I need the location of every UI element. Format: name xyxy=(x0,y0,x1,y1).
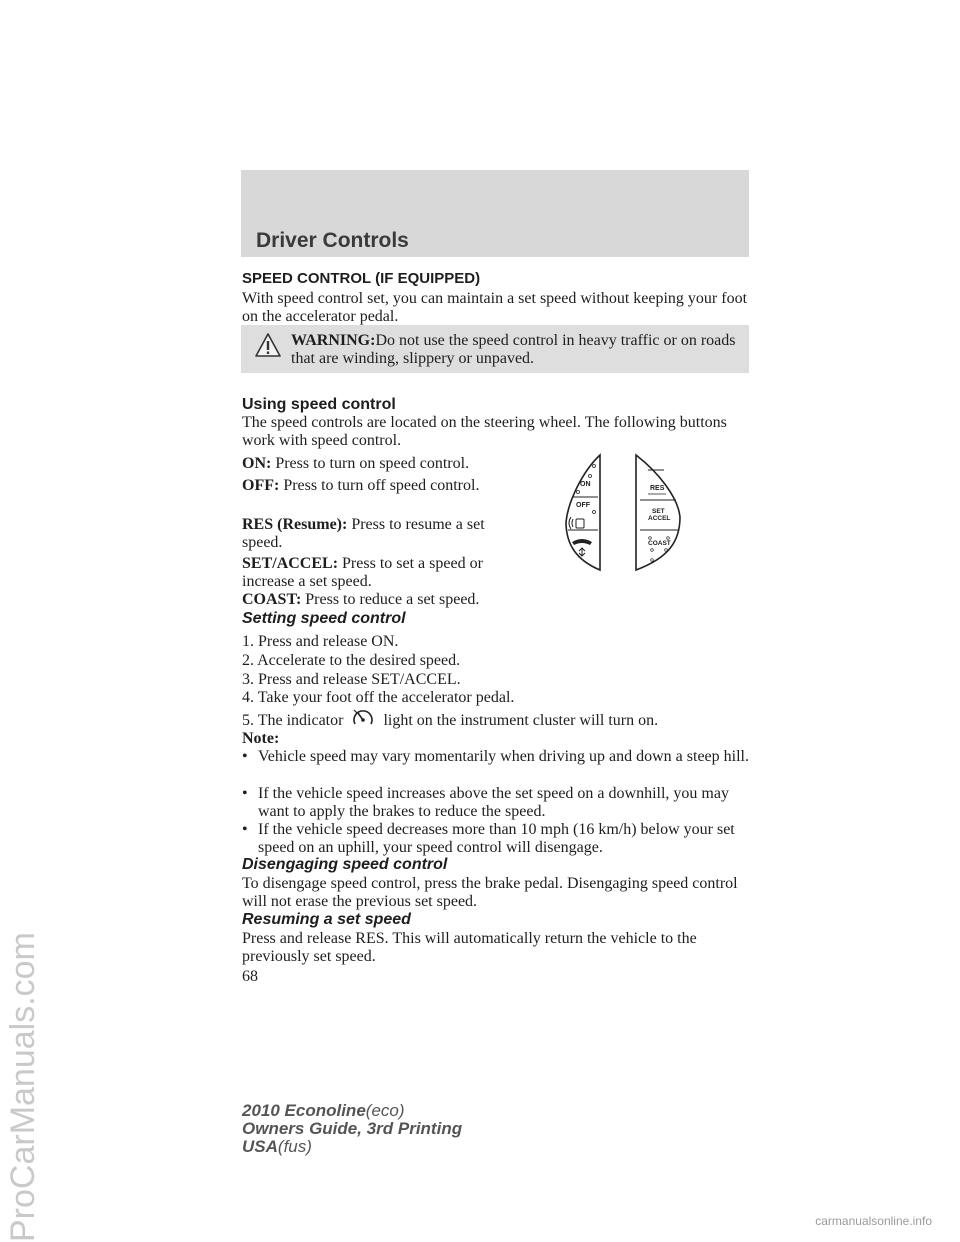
side-watermark: ProCarManuals.com xyxy=(4,932,42,1242)
figure-on-label: ON xyxy=(580,481,591,488)
setting-step-5: 5. The indicator light on the instrument cluster will turn on. xyxy=(242,708,750,730)
button-on-desc: ON: Press to turn on speed control. xyxy=(242,455,470,472)
using-heading: Using speed control xyxy=(242,396,396,413)
note-label: Note: xyxy=(242,730,280,747)
bottom-watermark: carmanualsonline.info xyxy=(815,1214,932,1228)
button-res-desc: RES (Resume): Press to resume a set speed. xyxy=(242,516,485,551)
button-set-desc: SET/ACCEL: Press to set a speed or increase a set speed. xyxy=(242,555,483,590)
setting-step-2: 2. Accelerate to the desired speed. xyxy=(242,652,461,669)
page-number: 68 xyxy=(242,968,258,985)
resuming-text: Press and release RES. This will automatically return the vehicle to the previously set speed. xyxy=(242,930,697,965)
warning-box xyxy=(241,325,749,373)
warning-triangle-icon xyxy=(255,333,281,357)
section-banner xyxy=(241,170,749,257)
setting-heading: Setting speed control xyxy=(242,610,406,627)
steering-wheel-controls-figure xyxy=(560,452,692,574)
footer: 2010 Econoline(eco) Owners Guide, 3rd Printing USA(fus) xyxy=(242,1101,463,1156)
section-title: Driver Controls xyxy=(256,229,409,252)
left-control-pod xyxy=(566,455,600,570)
resuming-heading: Resuming a set speed xyxy=(242,911,411,928)
button-off-desc: OFF: Press to turn off speed control. xyxy=(242,477,480,494)
setting-step-1: 1. Press and release ON. xyxy=(242,633,399,650)
button-coast-desc: COAST: Press to reduce a set speed. xyxy=(242,591,480,608)
figure-set-label: SET xyxy=(652,508,665,515)
figure-res-label: RES xyxy=(650,485,665,492)
disengaging-text: To disengage speed control, press the brake pedal. Disengaging speed control will not erase the previous set speed. xyxy=(242,875,738,910)
setting-step-3: 3. Press and release SET/ACCEL. xyxy=(242,671,461,688)
speed-control-indicator-icon xyxy=(351,708,375,728)
speed-control-heading: SPEED CONTROL (IF EQUIPPED) xyxy=(242,270,481,287)
warning-text xyxy=(291,332,741,368)
figure-off-label: OFF xyxy=(576,502,590,509)
speed-control-intro: With speed control set, you can maintain a set speed without keeping your foot on the accelerator pedal. xyxy=(242,290,748,325)
setting-step-4: 4. Take your foot off the accelerator pedal. xyxy=(242,689,515,706)
disengaging-heading: Disengaging speed control xyxy=(242,856,448,873)
warning-label: WARNING: xyxy=(291,332,376,349)
using-intro: The speed controls are located on the steering wheel. The following buttons work with speed control. xyxy=(242,414,727,449)
figure-coast-label: COAST xyxy=(648,540,671,547)
figure-accel-label: ACCEL xyxy=(648,515,671,522)
warning-body: Do not use the speed control in heavy traffic or on roads that are winding, slippery or unpaved. xyxy=(291,332,736,367)
